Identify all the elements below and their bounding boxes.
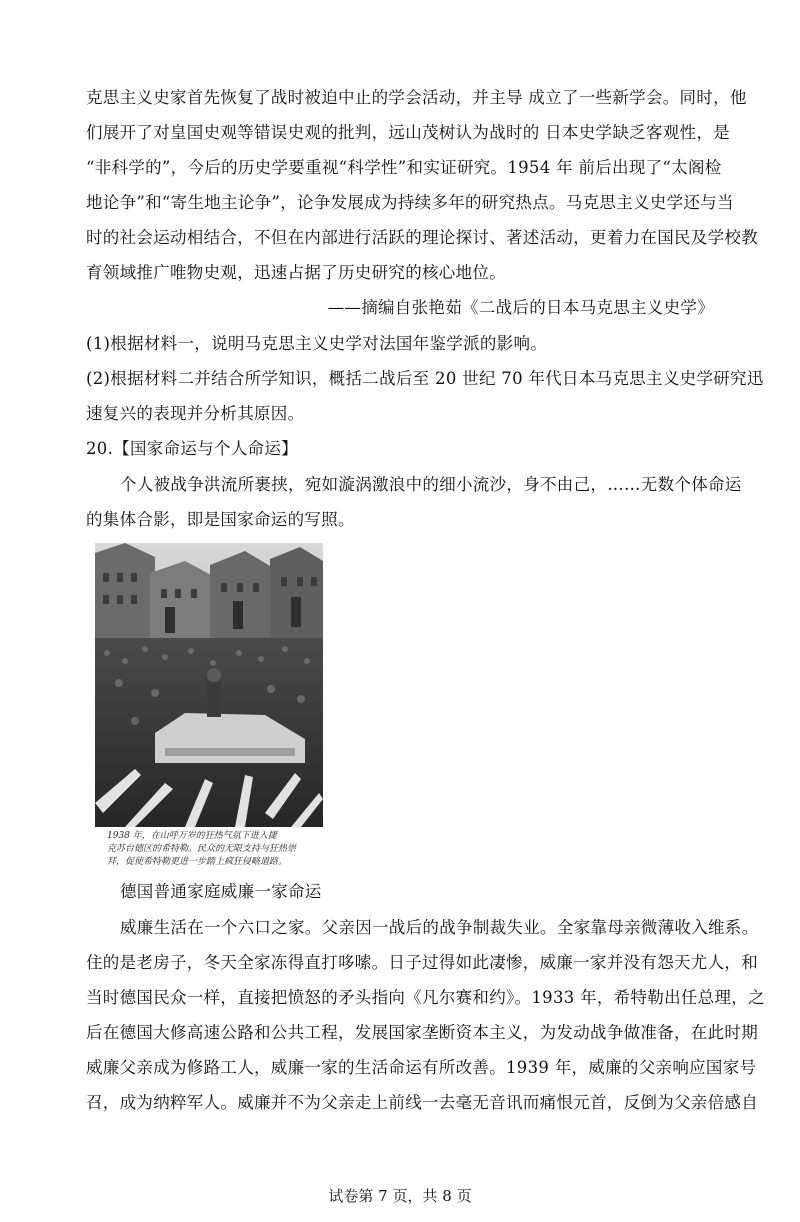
photo-caption (95, 827, 323, 869)
family-title: 德国普通家庭威廉一家命运 (120, 882, 322, 901)
photo-caption-line-1: 1938 年，在山呼万岁的狂热气氛下进入捷 (107, 831, 277, 841)
question-2-line-1: (2)根据材料二并结合所学知识，概括二战后至 20 世纪 70 年代日本马克思主义史学研究迅 (86, 369, 764, 388)
question-20-heading: 20.【国家命运与个人命运】 (86, 439, 298, 458)
material-line-1: 克思主义史家首先恢复了战时被迫中止的学会活动，并主导 成立了一些新学会。同时，他 (86, 88, 747, 107)
story-line-3: 当时德国民众一样，直接把愤怒的矛头指向《凡尔赛和约》。1933 年，希特勒出任总理，之 (86, 988, 765, 1007)
material-line-4: 地论争”和“寄生地主论争”，论争发展成为持续多年的研究热点。马克思主义史学还与当 (86, 193, 734, 212)
historical-photo (95, 543, 323, 827)
material-line-5: 时的社会运动相结合，不但在内部进行活跃的理论探讨、著述活动，更着力在国民及学校教 (86, 228, 758, 247)
page-footer: 试卷第 7 页，共 8 页 (328, 1187, 472, 1205)
story-line-4: 后在德国大修高速公路和公共工程，发展国家垄断资本主义，为发动战争做准备，在此时期 (86, 1023, 758, 1042)
photo-illustration (95, 543, 323, 827)
material-line-2: 们展开了对皇国史观等错误史观的批判，远山茂树认为战时的 日本史学缺乏客观性，是 (86, 123, 730, 142)
intro-line-2: 的集体合影，即是国家命运的写照。 (86, 510, 355, 529)
photo-caption-line-3: 拜，促使希特勒更进一步踏上疯狂侵略道路。 (107, 857, 288, 867)
story-line-1: 威廉生活在一个六口之家。父亲因一战后的战争制裁失业。全家靠母亲微薄收入维系。 (120, 918, 759, 937)
source-citation: ——摘编自张艳茹《二战后的日本马克思主义史学》 (327, 298, 714, 317)
story-line-2: 住的是老房子，冬天全家冻得直打哆嗦。日子过得如此凄惨，威廉一家并没有怨天尤人，和 (86, 953, 758, 972)
question-1: (1)根据材料一，说明马克思主义史学对法国年鉴学派的影响。 (86, 334, 548, 353)
material-line-3: “非科学的”，今后的历史学要重视“科学性”和实证研究。1954 年 前后出现了“太阁检 (86, 158, 722, 177)
photo-caption-line-2: 克苏台德区的希特勒。民众的无限支持与狂热崇 (107, 844, 297, 854)
story-line-5: 威廉父亲成为修路工人，威廉一家的生活命运有所改善。1939 年，威廉的父亲响应国家号 (86, 1058, 757, 1077)
question-2-line-2: 速复兴的表现并分析其原因。 (86, 404, 305, 423)
material-line-6: 育领域推广唯物史观，迅速占据了历史研究的核心地位。 (86, 263, 506, 282)
story-line-6: 召，成为纳粹军人。威廉并不为父亲走上前线一去毫无音讯而痛恨元首，反倒为父亲倍感自 (86, 1093, 758, 1112)
intro-line-1: 个人被战争洪流所裹挟，宛如漩涡激浪中的细小流沙，身不由己，……无数个体命运 (120, 475, 742, 494)
